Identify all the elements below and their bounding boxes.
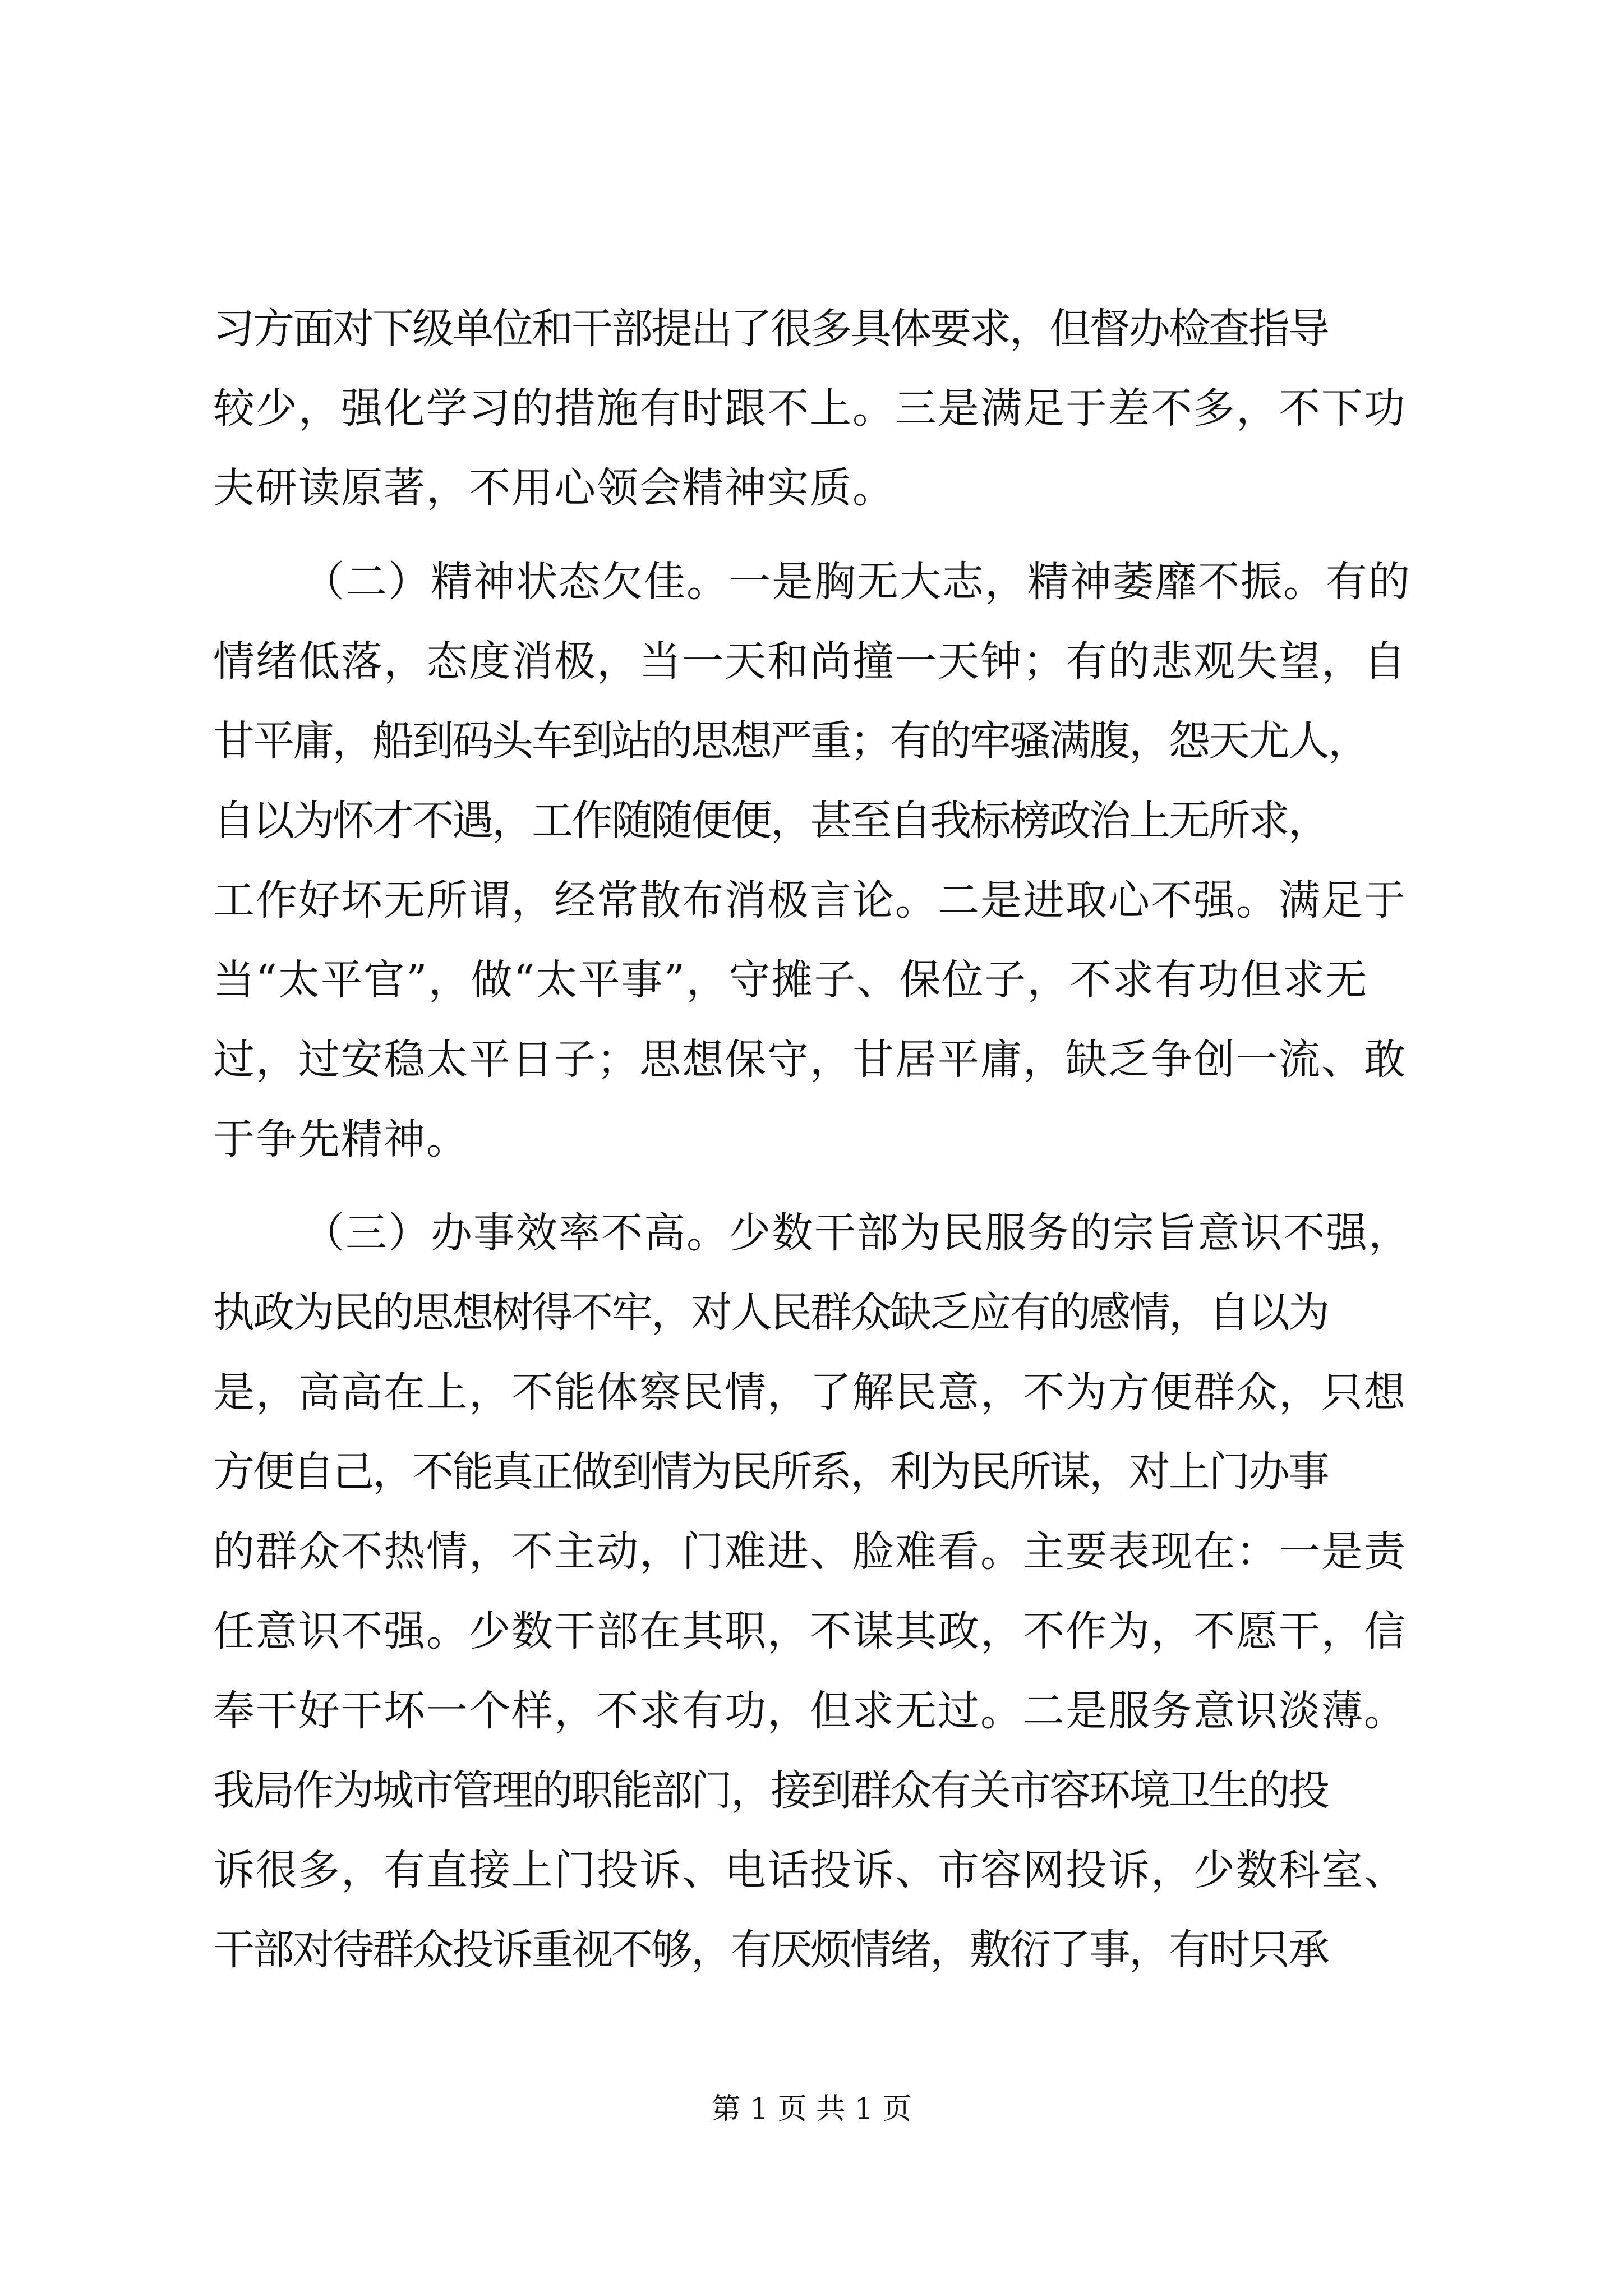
page-footer bbox=[0, 2087, 1623, 2132]
text-line: 当“太平官”，做“太平事”，守摊子、保位子，不求有功但求无 bbox=[213, 956, 1368, 1004]
text-line: 较少，强化学习的措施有时跟不上。三是满足于差不多，不下功 bbox=[213, 384, 1407, 432]
page-number: 第 1 页 共 1 页 bbox=[711, 2092, 912, 2126]
text-line: 甘平庸，船到码头车到站的思想严重；有的牢骚满腹，怨天尤人， bbox=[213, 717, 1368, 765]
text-line: 习方面对下级单位和干部提出了很多具体要求，但督办检查指导 bbox=[213, 305, 1328, 353]
text-line: 情绪低落，态度消极，当一天和尚撞一天钟；有的悲观失望，自 bbox=[213, 637, 1407, 685]
text-line: 夫研读原著，不用心领会精神实质。 bbox=[213, 464, 895, 512]
text-line: 的群众不热情，不主动，门难进、脸难看。主要表现在：一是责 bbox=[213, 1527, 1407, 1576]
text-line: （三）办事效率不高。少数干部为民服务的宗旨意识不强， bbox=[303, 1209, 1411, 1257]
text-line: 工作好坏无所谓，经常散布消极言论。二是进取心不强。满足于 bbox=[213, 876, 1407, 924]
paragraph bbox=[213, 289, 1413, 528]
paragraph bbox=[213, 542, 1413, 1179]
text-line: 诉很多，有直接上门投诉、电话投诉、市容网投诉，少数科室、 bbox=[213, 1846, 1407, 1894]
text-line: 于争先精神。 bbox=[213, 1115, 469, 1163]
paragraph bbox=[213, 1193, 1413, 1990]
text-line: 是，高高在上，不能体察民情，了解民意，不为方便群众，只想 bbox=[213, 1368, 1407, 1416]
text-line: 任意识不强。少数干部在其职，不谋其政，不作为，不愿干，信 bbox=[213, 1607, 1407, 1655]
text-line: （二）精神状态欠佳。一是胸无大志，精神萎靡不振。有的 bbox=[303, 558, 1411, 606]
text-line: 过，过安稳太平日子；思想保守，甘居平庸，缺乏争创一流、敢 bbox=[213, 1036, 1407, 1084]
body-text bbox=[213, 289, 1413, 1990]
text-line: 我局作为城市管理的职能部门，接到群众有关市容环境卫生的投 bbox=[213, 1766, 1328, 1815]
text-line: 奉干好干坏一个样，不求有功，但求无过。二是服务意识淡薄。 bbox=[213, 1687, 1407, 1735]
text-line: 干部对待群众投诉重视不够，有厌烦情绪，敷衍了事，有时只承 bbox=[213, 1926, 1328, 1974]
text-line: 执政为民的思想树得不牢，对人民群众缺乏应有的感情，自以为 bbox=[213, 1289, 1328, 1337]
text-line: 自以为怀才不遇，工作随随便便，甚至自我标榜政治上无所求， bbox=[213, 797, 1328, 845]
text-line: 方便自己，不能真正做到情为民所系，利为民所谋，对上门办事 bbox=[213, 1448, 1328, 1496]
